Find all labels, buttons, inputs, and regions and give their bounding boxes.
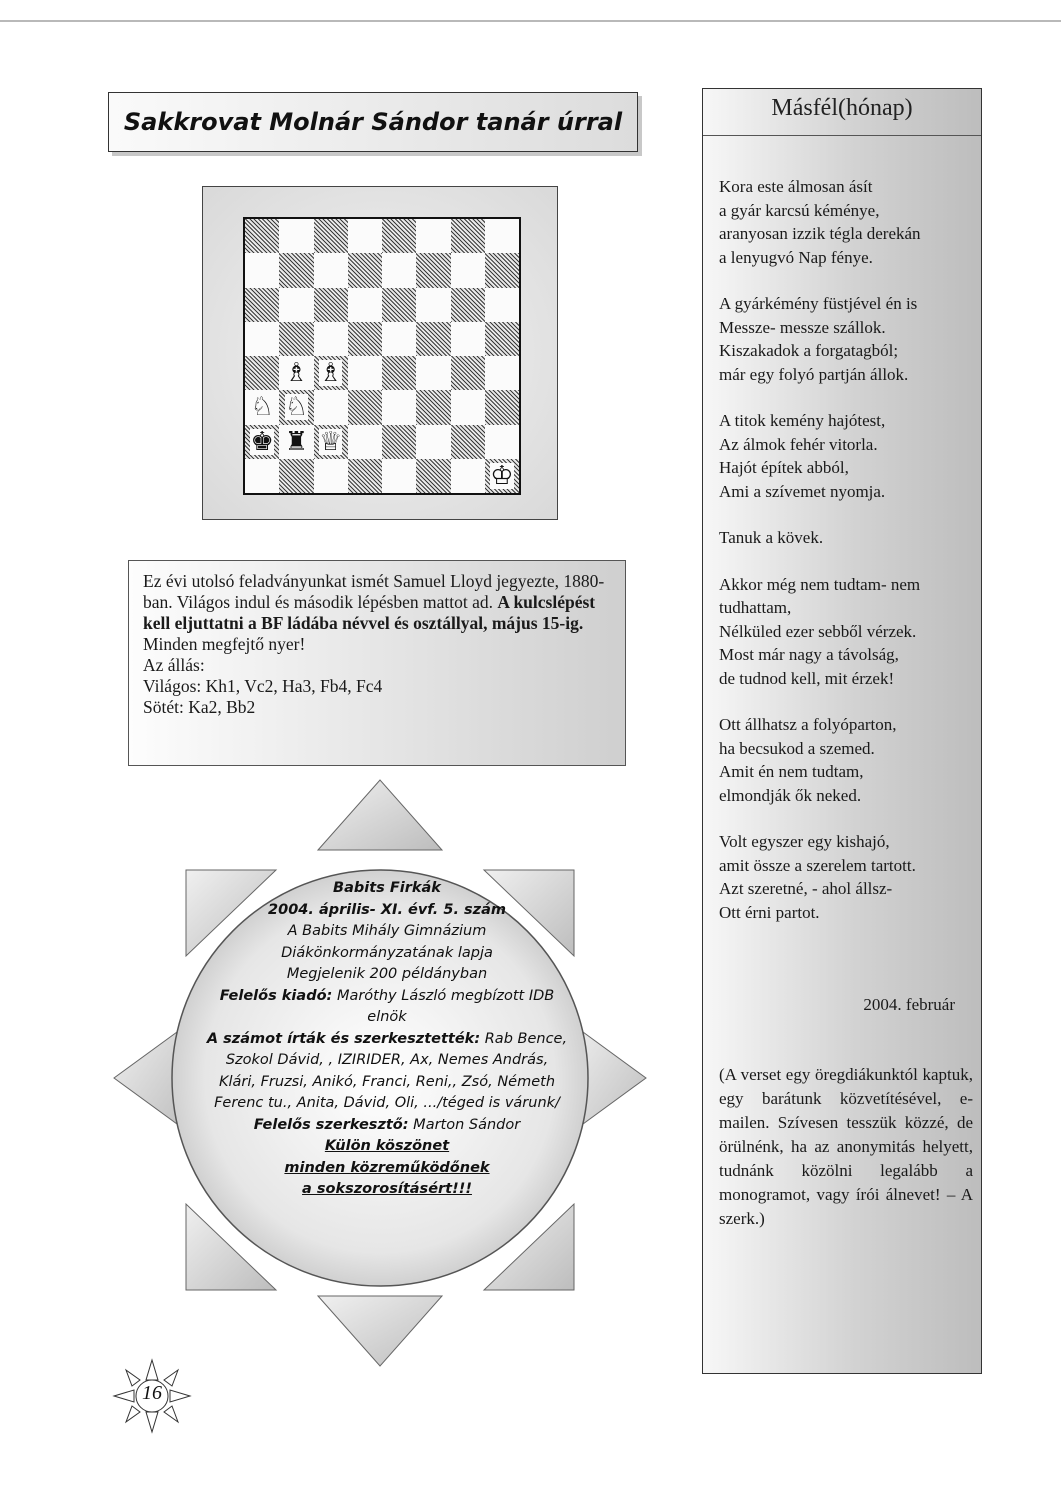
board-square [451,459,485,493]
board-square [348,390,382,424]
board-square [348,219,382,253]
board-square [416,425,450,459]
board-square [348,253,382,287]
imprint-line: Ferenc tu., Anita, Dávid, Oli, .../téged is várunk/ [214,1095,560,1111]
poem-line: aranyosan izzik tégla derekán [719,224,921,243]
imprint-value: Maróthy László megbízott IDB [332,987,555,1004]
board-square [485,390,519,424]
board-square [314,322,348,356]
chess-problem-box [128,560,626,766]
board-square [485,219,519,253]
board-square [279,253,313,287]
poem-title: Másfél(hónap) [771,95,913,121]
chess-piece: ♜ [284,426,309,456]
board-square [382,425,416,459]
imprint-line: 2004. április- XI. évf. 5. szám [268,901,506,918]
board-square [245,219,279,253]
poem-stanza [719,175,973,269]
board-square [314,390,348,424]
imprint-label: Felelős szerkesztő: [253,1116,409,1133]
board-square [245,288,279,322]
board-square [485,425,519,459]
board-square [451,390,485,424]
imprint-line: elnök [367,1009,407,1025]
poem-line: Volt egyszer egy kishajó, [719,832,890,851]
poem-line: de tudnod kell, mit érzek! [719,668,895,688]
board-square [416,288,450,322]
poem-line: tudhattam, [719,598,792,617]
board-square [416,356,450,390]
chess-column-header [108,92,638,152]
board-square [348,425,382,459]
poem-line: a gyár karcsú kéménye, [719,200,880,220]
poem-stanza [719,409,973,503]
poem-line: A titok kemény hajótest, [719,411,886,430]
chess-piece: ♚ [250,426,274,456]
poem-body [719,175,973,947]
problem-black-pieces: Sötét: Ka2, Bb2 [143,697,256,717]
board-square [279,219,313,253]
poem-title-rule [703,135,981,136]
board-square [314,459,348,493]
imprint-line: Babits Firkák [333,880,441,896]
board-square [451,425,485,459]
board-square [314,219,348,253]
poem-line: Ott állhatsz a folyóparton, [719,715,897,734]
board-square [382,253,416,287]
imprint-value: Rab Bence, [480,1030,568,1047]
board-square [382,219,416,253]
board-square [485,253,519,287]
chess-piece: ♘ [250,392,274,422]
poem-stanza [719,573,973,691]
board-square [314,356,348,390]
chess-piece: ♘ [284,392,309,422]
chess-problem-text [143,571,611,655]
poem-stanza [719,526,973,550]
board-square [416,390,450,424]
poem-line: a lenyugvó Nap fénye. [719,247,873,267]
board-square [245,390,279,424]
board-square [314,425,348,459]
imprint-line: minden közreműködőnek [284,1159,490,1176]
problem-submission: A kulcslépést kell eljuttatni a BF ládába névvel és osztállyal, május 15-ig. [143,592,596,633]
poem-line: Hajót építek abból, [719,458,849,477]
poem-stanza [719,830,973,924]
board-square [279,390,313,424]
poem-column [702,88,982,1374]
poem-line: A gyárkémény füstjével én is [719,294,918,313]
chess-column-title: Sakkrovat Molnár Sándor tanár úrral [123,108,623,136]
board-square [245,356,279,390]
imprint-label: Felelős kiadó: [219,987,333,1004]
board-square [279,459,313,493]
board-square [245,253,279,287]
board-square [279,425,313,459]
chess-board [243,217,521,495]
imprint-line: a sokszorosításért!!! [302,1181,472,1197]
poem-line: Messze- messze szállok. [719,317,886,337]
chess-piece: ♕ [318,426,343,456]
imprint-line: Diákönkormányzatának lapja [281,944,493,961]
board-square [382,322,416,356]
board-square [451,253,485,287]
problem-white-pieces: Világos: Kh1, Vc2, Ha3, Fb4, Fc4 [143,676,383,696]
board-square [382,459,416,493]
board-square [245,459,279,493]
poem-date: 2004. február [863,995,955,1014]
board-square [279,322,313,356]
poem-line: amit össze a szerelem tartott. [719,855,916,875]
poem-line: Ott érni partot. [719,902,820,922]
board-square [348,356,382,390]
poem-line: Kiszakadok a forgatagból; [719,341,899,360]
sun-ray-bottom [318,1296,442,1366]
imprint-text [195,878,579,1201]
board-square [451,288,485,322]
chess-piece: ♔ [490,460,514,490]
board-square [348,288,382,322]
board-square [451,322,485,356]
top-rule [0,20,1061,22]
board-square [382,356,416,390]
board-square [314,288,348,322]
poem-stanza [719,292,973,386]
imprint-line: Külön köszönet [324,1138,450,1154]
board-square [416,253,450,287]
problem-position-label: Az állás: [143,655,205,675]
board-square [416,459,450,493]
poem-line: Az álmok fehér vitorla. [719,434,878,454]
poem-line: Ami a szívemet nyomja. [719,481,886,501]
poem-line: Most már nagy a távolság, [719,645,899,664]
poem-line: elmondják ők neked. [719,785,862,805]
poem-stanza [719,713,973,807]
imprint-line [195,1029,579,1051]
page-number: 16 [142,1382,162,1404]
poem-line: Azt szeretné, - ahol állsz- [719,879,893,898]
board-square [416,322,450,356]
imprint-line [195,1115,579,1137]
imprint-line: A Babits Mihály Gimnázium [287,923,487,939]
poem-line: Kora este álmosan ásít [719,177,873,196]
board-square [382,390,416,424]
chess-piece: ♗ [284,358,309,388]
board-square [485,356,519,390]
poem-line: Tanuk a kövek. [719,528,824,547]
poem-line: Nélküled ezer sebből vérzek. [719,621,917,641]
board-square [485,459,519,493]
imprint-line: Szokol Dávid, , IZIRIDER, Ax, Nemes András, [225,1052,549,1068]
imprint-line: Megjelenik 200 példányban [286,966,488,982]
chess-piece: ♗ [318,358,343,388]
imprint-value: Marton Sándor [408,1116,521,1133]
board-square [279,356,313,390]
board-square [451,219,485,253]
poem-editor-note: (A verset egy öregdiákunktól kaptuk, egy barátunk közvetítésével, e-mailen. Szívesen tesszük közzé, de örülnénk, ha az anonymitás helyett, tudnánk közölni legalább a monogramot, vagy írói álnevet! – A szerk.) [719,1065,973,1228]
poem-line: már egy folyó partján állok. [719,364,909,384]
problem-outro: Minden megfejtő nyer! [143,634,306,654]
board-square [348,322,382,356]
board-square [416,219,450,253]
board-square [245,322,279,356]
poem-line: Amit én nem tudtam, [719,762,864,781]
board-square [314,253,348,287]
poem-line: ha becsukod a szemed. [719,738,875,758]
poem-line: Akkor még nem tudtam- nem [719,574,921,594]
chess-diagram [202,186,558,520]
imprint-label: A számot írták és szerkesztették: [206,1030,481,1047]
board-square [245,425,279,459]
problem-intro: Ez évi utolsó feladványunkat ismét Samuel Lloyd jegyezte, 1880-ban. Világos indul és második lépésben mattot ad. [143,571,605,612]
board-square [382,288,416,322]
board-square [348,459,382,493]
sun-ray-top [318,780,442,850]
imprint-line [195,986,579,1008]
board-square [485,322,519,356]
board-square [485,288,519,322]
imprint-line: Klári, Fruzsi, Anikó, Franci, Reni,, Zsó, Németh [218,1073,556,1090]
board-square [279,288,313,322]
board-square [451,356,485,390]
